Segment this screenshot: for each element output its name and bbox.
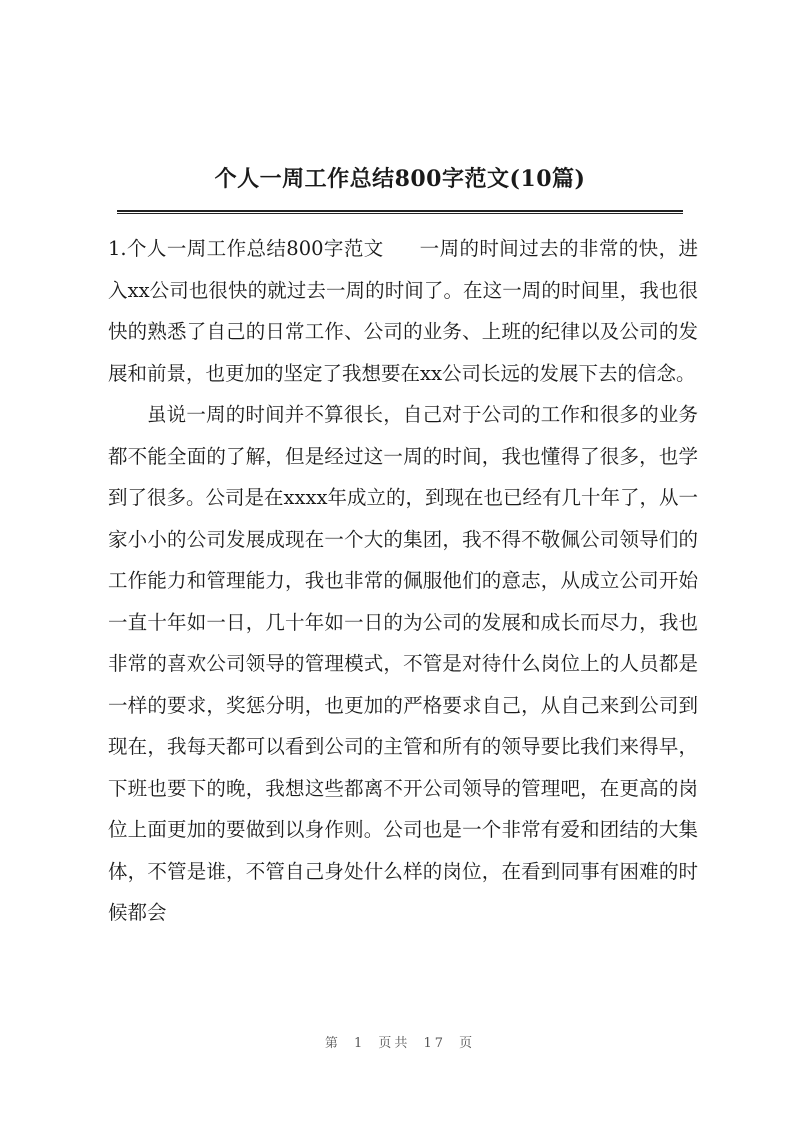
document-body — [108, 228, 698, 934]
page-number-footer: 第 1 页共 17 页 — [324, 1036, 476, 1051]
paragraph-2: 虽说一周的时间并不算很长，自己对于公司的工作和很多的业务都不能全面的了解，但是经过这一周的时间，我也懂得了很多，也学到了很多。公司是在xxxx年成立的，到现在也已经有几十年了，从一家小小的公司发展成现在一个大的集团，我不得不敬佩公司领导们的工作能力和管理能力，我也非常的佩服他们的意志，从成立公司开始一直十年如一日，几十年如一日的为公司的发展和成长而尽力，我也非常的喜欢公司领导的管理模式，不管是对待什么岗位上的人员都是一样的要求，奖惩分明，也更加的严格要求自己，从自己来到公司到现在，我每天都可以看到公司的主管和所有的领导要比我们来得早，下班也要下的晚，我想这些都离不开公司领导的管理吧，在更高的岗位上面更加的要做到以身作则。公司也是一个非常有爱和团结的大集体，不管是谁，不管自己身处什么样的岗位，在看到同事有困难的时候都会 — [108, 403, 698, 924]
title-divider — [117, 210, 683, 212]
paragraph-1-text: 一周的时间过去的非常的快，进入xx公司也很快的就过去一周的时间了。在这一周的时间里，我也很快的熟悉了自己的日常工作、公司的业务、上班的纪律以及公司的发展和前景，也更加的坚定了我想要在xx公司长远的发展下去的信念。 — [108, 237, 698, 385]
section-heading: 1.个人一周工作总结800字范文 — [108, 237, 384, 260]
paragraph-1 — [108, 228, 698, 394]
page-title: 个人一周工作总结800字范文(10篇) — [214, 166, 586, 192]
